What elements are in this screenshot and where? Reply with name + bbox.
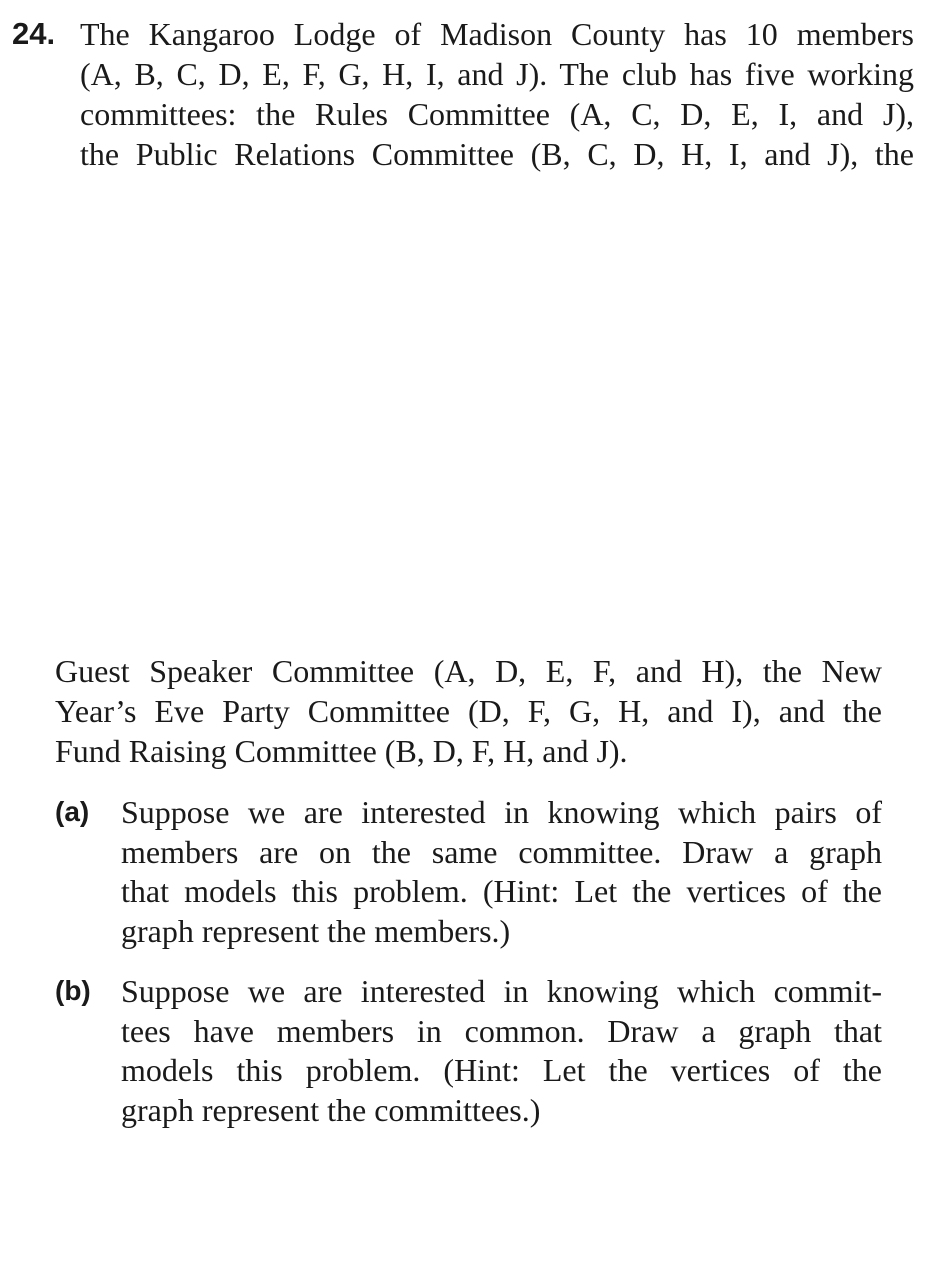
part-a-text-line: Suppose we are interested in knowing which pairs of — [121, 794, 882, 830]
problem-text-line: Guest Speaker Committee (A, D, E, F, and H), the New — [55, 653, 882, 689]
problem-number: 24. — [12, 16, 56, 51]
part-a-text-line: graph represent the members.) — [121, 913, 511, 949]
problem-text-line: The Kangaroo Lodge of Madison County has 10 members — [80, 16, 914, 52]
problem-text-line: Fund Raising Committee (B, D, F, H, and J). — [55, 733, 628, 769]
problem-text-line: (A, B, C, D, E, F, G, H, I, and J). The club has five working — [80, 56, 914, 92]
part-b-label: (b) — [55, 975, 91, 1006]
part-b-text-line: Suppose we are interested in knowing which commit- — [121, 973, 882, 1009]
part-b-text-line: tees have members in common. Draw a graph that — [121, 1013, 882, 1049]
part-a-text-line: that models this problem. (Hint: Let the vertices of the — [121, 873, 882, 909]
problem-text-line: committees: the Rules Committee (A, C, D, E, I, and J), — [80, 96, 914, 132]
problem-text-line: Year’s Eve Party Committee (D, F, G, H, and I), and the — [55, 693, 882, 729]
part-b-text-line: graph represent the committees.) — [121, 1092, 541, 1128]
part-a-label: (a) — [55, 796, 90, 827]
part-a-text-line: members are on the same committee. Draw a graph — [121, 834, 882, 870]
part-b-text-line: models this problem. (Hint: Let the vertices of the — [121, 1052, 882, 1088]
problem-text-line: the Public Relations Committee (B, C, D, H, I, and J), the — [80, 136, 914, 172]
